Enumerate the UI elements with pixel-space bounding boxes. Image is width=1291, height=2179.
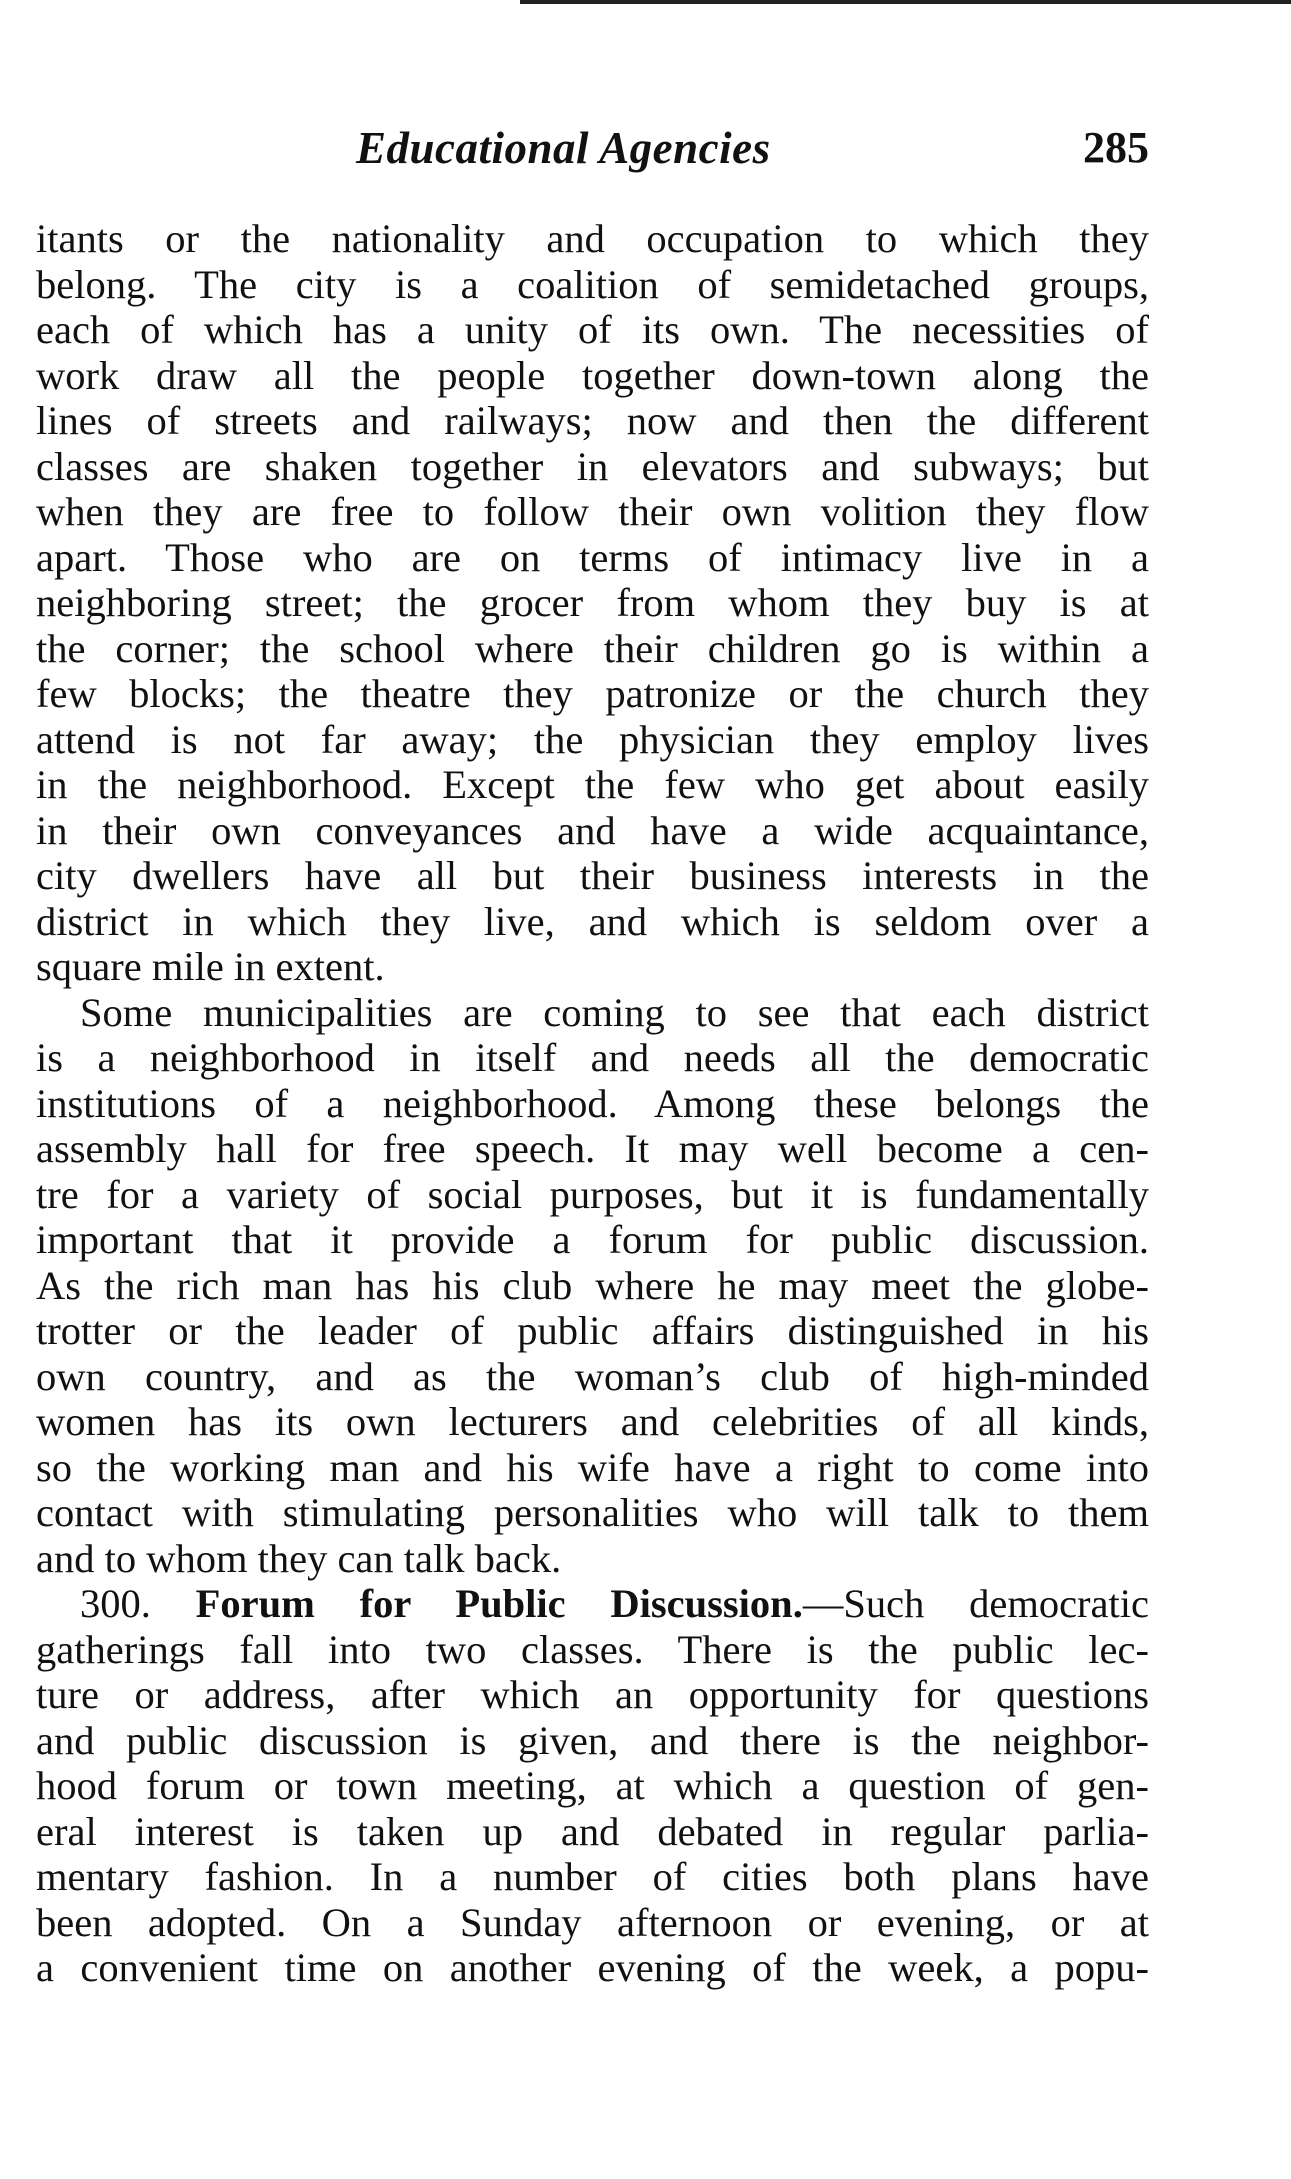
text-line: gatherings fall into two classes. There is the public lec-: [36, 1626, 1149, 1672]
text-line: women has its own lecturers and celebrities of all kinds,: [36, 1399, 1149, 1444]
text-line: institutions of a neighborhood. Among these belongs the: [36, 1080, 1149, 1126]
text-line: when they are free to follow their own volition they flow: [36, 489, 1149, 534]
text-line: attend is not far away; the physician they employ lives: [36, 716, 1149, 762]
text-line: is a neighborhood in itself and needs all the democratic: [36, 1035, 1149, 1080]
text-line: apart. Those who are on terms of intimacy live in a: [36, 534, 1149, 580]
text-line: work draw all the people together down-town along the: [36, 352, 1149, 398]
section-first-line-text: —Such democratic: [802, 1581, 1149, 1626]
text-line: contact with stimulating personalities who will talk to them: [36, 1490, 1149, 1535]
section-number: 300.: [80, 1581, 151, 1626]
paragraph-1: [36, 216, 1149, 990]
text-line: a convenient time on another evening of the week, a popu-: [36, 1945, 1149, 1990]
running-head: Educational Agencies: [356, 123, 771, 173]
text-line: lines of streets and railways; now and then the different: [36, 398, 1149, 443]
text-line: important that it provide a forum for public discussion.: [36, 1217, 1149, 1262]
text-line: so the working man and his wife have a right to come into: [36, 1444, 1149, 1490]
page-header: [36, 122, 1149, 182]
paragraph-2: [36, 990, 1149, 1582]
text-line: square mile in extent.: [36, 944, 385, 989]
text-line: belong. The city is a coalition of semidetached groups,: [36, 261, 1149, 307]
text-line: tre for a variety of social purposes, but it is fundamentally: [36, 1171, 1149, 1217]
text-line: district in which they live, and which is seldom over a: [36, 898, 1149, 944]
text-line: and to whom they can talk back.: [36, 1535, 562, 1581]
text-line: ture or address, after which an opportunity for questions: [36, 1672, 1149, 1717]
paragraph-3-section-300: [36, 1581, 1149, 1991]
text-line: been adopted. On a Sunday afternoon or evening, or at: [36, 1899, 1149, 1945]
text-line: classes are shaken together in elevators and subways; but: [36, 443, 1149, 489]
text-line: neighboring street; the grocer from whom they buy is at: [36, 580, 1149, 625]
text-line: hood forum or town meeting, at which a question of gen-: [36, 1763, 1149, 1808]
text-line: trotter or the leader of public affairs distinguished in his: [36, 1308, 1149, 1353]
text-line: few blocks; the theatre they patronize or the church they: [36, 671, 1149, 716]
text-line: Some municipalities are coming to see that each district: [80, 989, 1149, 1035]
top-edge-rule: [520, 0, 1291, 4]
body-text: [36, 216, 1149, 1991]
page-number: 285: [1083, 123, 1149, 172]
text-line: city dwellers have all but their business interests in the: [36, 853, 1149, 898]
text-line: assembly hall for free speech. It may well become a cen-: [36, 1126, 1149, 1171]
text-line: the corner; the school where their children go is within a: [36, 625, 1149, 671]
text-line: in the neighborhood. Except the few who get about easily: [36, 762, 1149, 807]
section-title: Forum for Public Discussion.: [195, 1581, 803, 1626]
text-line: itants or the nationality and occupation to which they: [36, 216, 1149, 261]
text-line: As the rich man has his club where he may meet the globe-: [36, 1262, 1149, 1308]
text-line: each of which has a unity of its own. The necessities of: [36, 307, 1149, 352]
text-line: eral interest is taken up and debated in regular parlia-: [36, 1808, 1149, 1854]
text-line: and public discussion is given, and there is the neighbor-: [36, 1717, 1149, 1763]
text-line: mentary fashion. In a number of cities both plans have: [36, 1854, 1149, 1899]
section-heading-line: [36, 1581, 1149, 1627]
text-line: own country, and as the woman’s club of high-minded: [36, 1353, 1149, 1399]
text-line: in their own conveyances and have a wide acquaintance,: [36, 807, 1149, 853]
